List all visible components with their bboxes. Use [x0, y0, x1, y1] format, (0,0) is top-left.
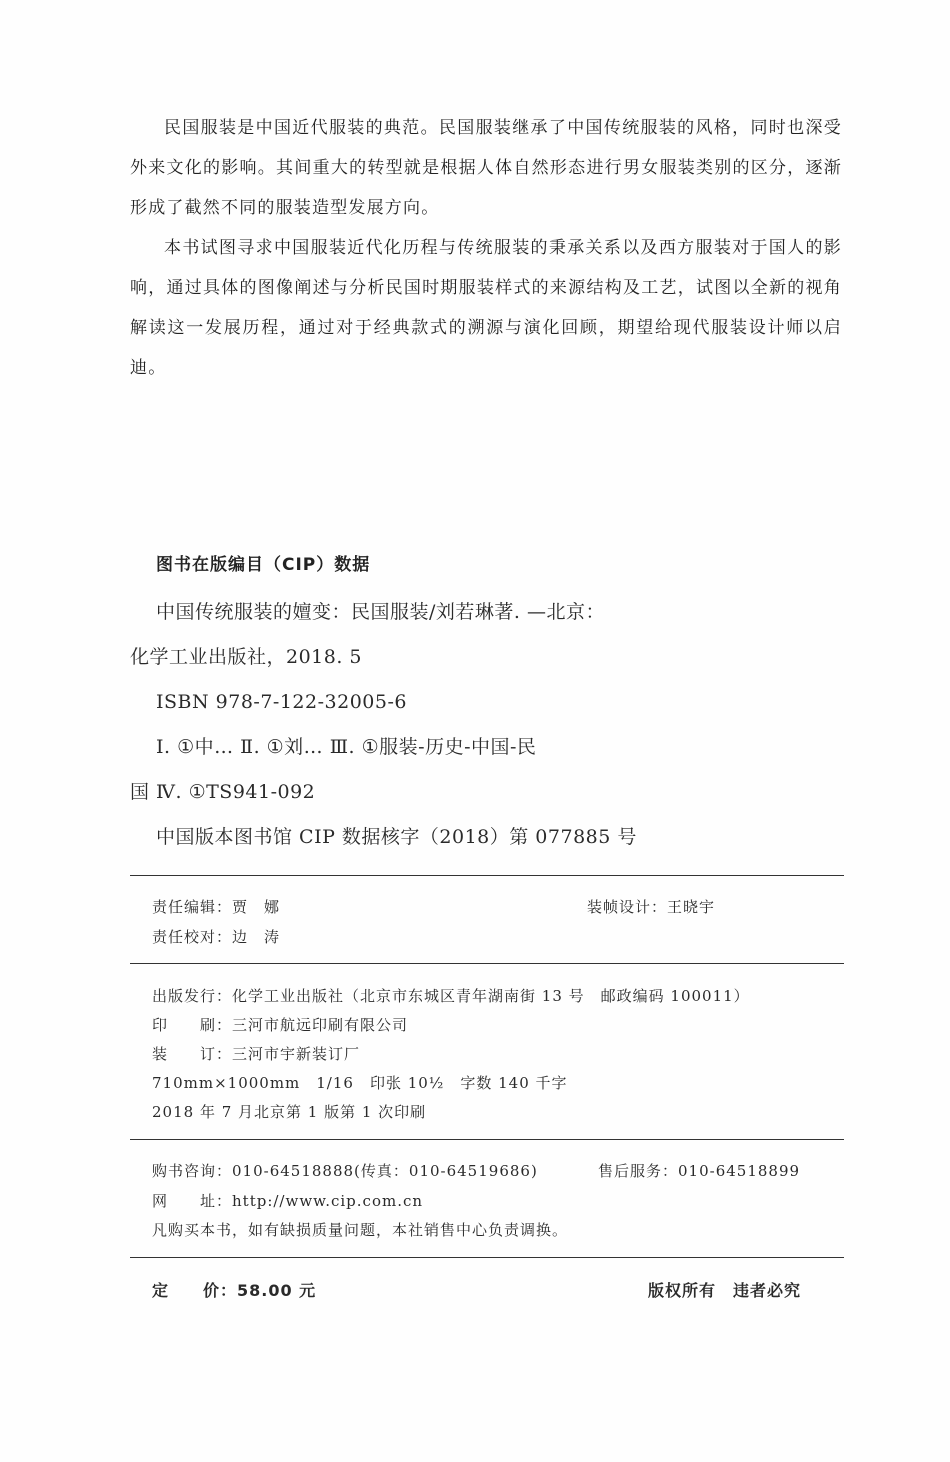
book-specification: 710mm×1000mm 1/16 印张 10½ 字数 140 千字 — [152, 1074, 568, 1092]
binder-info: 装 订：三河市宇新装订厂 — [152, 1045, 361, 1063]
replacement-notice: 凡购买本书，如有缺损质量问题，本社销售中心负责调换。 — [152, 1221, 569, 1239]
edition-info: 2018 年 7 月北京第 1 版第 1 次印刷 — [152, 1103, 427, 1121]
printer-info: 印 刷：三河市航远印刷有限公司 — [152, 1016, 409, 1034]
copyright-notice: 版权所有 违者必究 — [648, 1281, 802, 1300]
publisher-info: 出版发行：化学工业出版社（北京市东城区青年湖南街 13 号 邮政编码 100011） — [152, 987, 750, 1005]
cip-classification-line: 国 Ⅳ. ①TS941-092 — [130, 781, 316, 803]
purchase-contact: 购书咨询：010-64518888(传真：010-64519686) — [152, 1162, 538, 1180]
cip-title-line: 中国传统服装的嬗变：民国服装/刘若琳著. —北京： — [156, 601, 605, 623]
intro-paragraph-1: 民国服装是中国近代服装的典范。民国服装继承了中国传统服装的风格，同时也深受外来文化的影响。其间重大的转型就是根据人体自然形态进行男女服装类别的区分，逐渐形成了截然不同的服装造型发展方向。 — [130, 118, 842, 218]
editor-credit: 责任编辑：贾 娜 — [152, 898, 281, 916]
designer-credit: 装帧设计：王晓宇 — [587, 898, 716, 916]
intro-text — [130, 108, 842, 388]
cip-number-line: 中国版本图书馆 CIP 数据核字（2018）第 077885 号 — [156, 826, 637, 848]
after-sales-contact: 售后服务：010-64518899 — [598, 1162, 801, 1180]
cip-publisher-line: 化学工业出版社，2018. 5 — [130, 646, 363, 668]
proofreader-credit: 责任校对：边 涛 — [152, 928, 281, 946]
cip-record — [130, 590, 700, 860]
price-label: 定 价：58.00 元 — [152, 1281, 317, 1300]
cip-isbn-line: ISBN 978-7-122-32005-6 — [156, 691, 407, 713]
cip-subject-line: Ⅰ. ①中… Ⅱ. ①刘… Ⅲ. ①服装-历史-中国-民 — [156, 736, 537, 758]
divider-rule — [130, 875, 844, 876]
divider-rule — [130, 1139, 844, 1140]
website-link: 网 址：http://www.cip.com.cn — [152, 1192, 424, 1210]
intro-paragraph-2: 本书试图寻求中国服装近代化历程与传统服装的秉承关系以及西方服装对于国人的影响，通过具体的图像阐述与分析民国时期服装样式的来源结构及工艺，试图以全新的视角解读这一发展历程，通过对于经典款式的溯源与演化回顾，期望给现代服装设计师以启迪。 — [130, 238, 842, 378]
divider-rule — [130, 1257, 844, 1258]
cip-heading: 图书在版编目（CIP）数据 — [156, 555, 371, 575]
divider-rule — [130, 963, 844, 964]
